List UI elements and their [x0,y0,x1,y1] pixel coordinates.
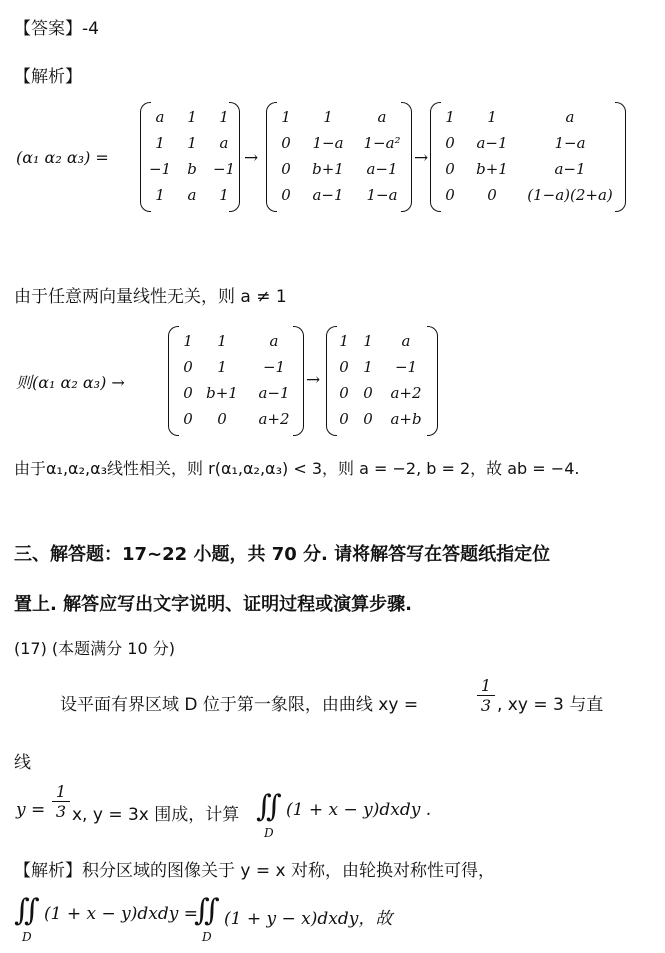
answer-value: -4 [82,19,99,39]
arrow-1: → [244,148,259,168]
matrix-cell: 1 [363,332,373,350]
matrix-cell: 0 [281,134,291,152]
matrix-right-bracket [427,326,438,436]
matrix-cell: 1 [219,186,229,204]
q17-line3-frac-num: 1 [52,782,70,802]
matrix-cell: 1 [217,358,227,376]
final-eq-rhs: (1 + y − x)dxdy，故 [224,909,393,929]
matrix-right-bracket [293,326,304,436]
matrix-cell: a [377,108,387,126]
matrix-cell: a−1 [554,160,586,178]
section3-line2: 置上. 解答应写出文字说明、证明过程或演算步骤. [14,594,412,615]
q17-text1-b: , xy = 3 与直 [497,695,604,715]
matrix-cell: 1 [155,134,165,152]
q17-frac-den: 3 [480,696,492,715]
matrix-cell: 1 [363,358,373,376]
matrix-left-bracket [168,326,179,436]
matrix-left-bracket [326,326,337,436]
matrix-cell: 0 [487,186,497,204]
matrix-cell: b+1 [206,384,238,402]
matrix-cell: 1 [323,108,333,126]
final-text: 积分区域的图像关于 y = x 对称，由轮换对称性可得， [82,861,495,881]
eq2-lhs: 则(α₁ α₂ α₃) → [16,373,125,392]
matrix-cell: −1 [212,160,236,178]
matrix-cell: a+2 [258,410,290,428]
matrix-cell: 1−a² [363,134,401,152]
matrix-cell: a [219,134,229,152]
matrix-cell: 1 [445,108,455,126]
matrix-cell: a−1 [258,384,290,402]
matrix-cell: −1 [394,358,418,376]
double-integral-sign: ∬ [256,789,282,824]
matrix-cell: 0 [183,410,193,428]
matrix-cell: a [155,108,165,126]
matrix-3 [430,102,626,212]
final-tag: 【解析】 [14,861,82,881]
matrix-cell: 1−a [554,134,586,152]
matrix-right-bracket [401,102,412,212]
matrix-cell: 0 [445,134,455,152]
matrix-cell: a [269,332,279,350]
integral-region: D [264,826,274,840]
matrix-cell: 1 [487,108,497,126]
q17-line3-fraction [52,782,70,821]
q17-integrand: (1 + x − y)dxdy . [286,800,432,820]
matrix-cell: 0 [363,410,373,428]
matrix-cell: 1 [187,134,197,152]
matrix-cell: 1 [339,332,349,350]
matrix-right-bracket [615,102,626,212]
matrix-cell: b+1 [476,160,508,178]
matrix-cell: a−1 [476,134,508,152]
q17-line3-b: x, y = 3x 围成，计算 [72,805,240,825]
answer-tag: 【答案】 [14,19,82,39]
final-analysis-line [14,856,495,881]
matrix-cell: 1 [155,186,165,204]
matrix-left-bracket [430,102,441,212]
q17-line3-frac-den: 3 [55,802,67,821]
matrix-cell: 0 [183,358,193,376]
matrix-cell: 1 [281,108,291,126]
matrix-cell: 1−a [366,186,398,204]
matrix-cell: 0 [339,358,349,376]
q17-text1-a: 设平面有界区域 D 位于第一象限，由曲线 xy = [60,695,419,715]
matrix-cell: 1 [183,332,193,350]
matrix-cell: 0 [217,410,227,428]
final-integral-sign-1: ∬ [14,893,40,928]
matrix-left-bracket [266,102,277,212]
matrix-cell: 1 [219,108,229,126]
matrix-1 [140,102,240,212]
analysis-tag: 【解析】 [14,67,82,87]
matrix-cell: 0 [445,160,455,178]
matrix-cell: a [565,108,575,126]
matrix-cell: 0 [445,186,455,204]
q17-line3-a: y = [16,800,46,820]
matrix-cell: a [401,332,411,350]
matrix-cell: 0 [339,384,349,402]
arrow-2: → [414,148,429,168]
q17-header: (17) (本题满分 10 分) [14,639,175,658]
matrix-cell: 0 [281,186,291,204]
matrix-cell: 0 [339,410,349,428]
matrix-4 [168,326,304,436]
matrix-cell: 1−a [312,134,344,152]
matrix-cell: −1 [148,160,172,178]
matrix-cell: 0 [363,384,373,402]
matrix-left-bracket [140,102,151,212]
final-integral-sign-2: ∬ [194,893,220,928]
matrix-cell: a+b [390,410,422,428]
matrix-5 [326,326,438,436]
matrix-2 [266,102,412,212]
q17-fraction [477,676,495,715]
matrix-cell: (1−a)(2+a) [527,186,613,204]
independence-line: 由于任意两向量线性无关，则 a ≠ 1 [14,287,287,307]
eq1-lhs: (α₁ α₂ α₃) = [16,148,109,167]
final-eq-lhs: (1 + x − y)dxdy = [44,904,198,924]
matrix-cell: a [187,186,197,204]
section3-line1: 三、解答题：17∼22 小题，共 70 分. 请将解答写在答题纸指定位 [14,544,551,565]
matrix-right-bracket [229,102,240,212]
final-region-1: D [22,930,32,944]
final-region-2: D [202,930,212,944]
matrix-cell: 1 [217,332,227,350]
matrix-cell: 0 [281,160,291,178]
matrix-cell: a−1 [366,160,398,178]
q17-text2: 线 [14,753,31,773]
answer-line [14,14,99,39]
matrix-cell: −1 [262,358,286,376]
matrix-cell: 0 [183,384,193,402]
matrix-cell: b [187,160,197,178]
matrix-cell: a+2 [390,384,422,402]
arrow-3: → [306,370,321,390]
dependence-line: 由于α₁,α₂,α₃线性相关，则 r(α₁,α₂,α₃) < 3，则 a = −2, b = 2，故 ab = −4. [14,459,580,478]
matrix-cell: b+1 [312,160,344,178]
matrix-cell: 1 [187,108,197,126]
q17-frac-num: 1 [477,676,495,696]
matrix-cell: a−1 [312,186,344,204]
